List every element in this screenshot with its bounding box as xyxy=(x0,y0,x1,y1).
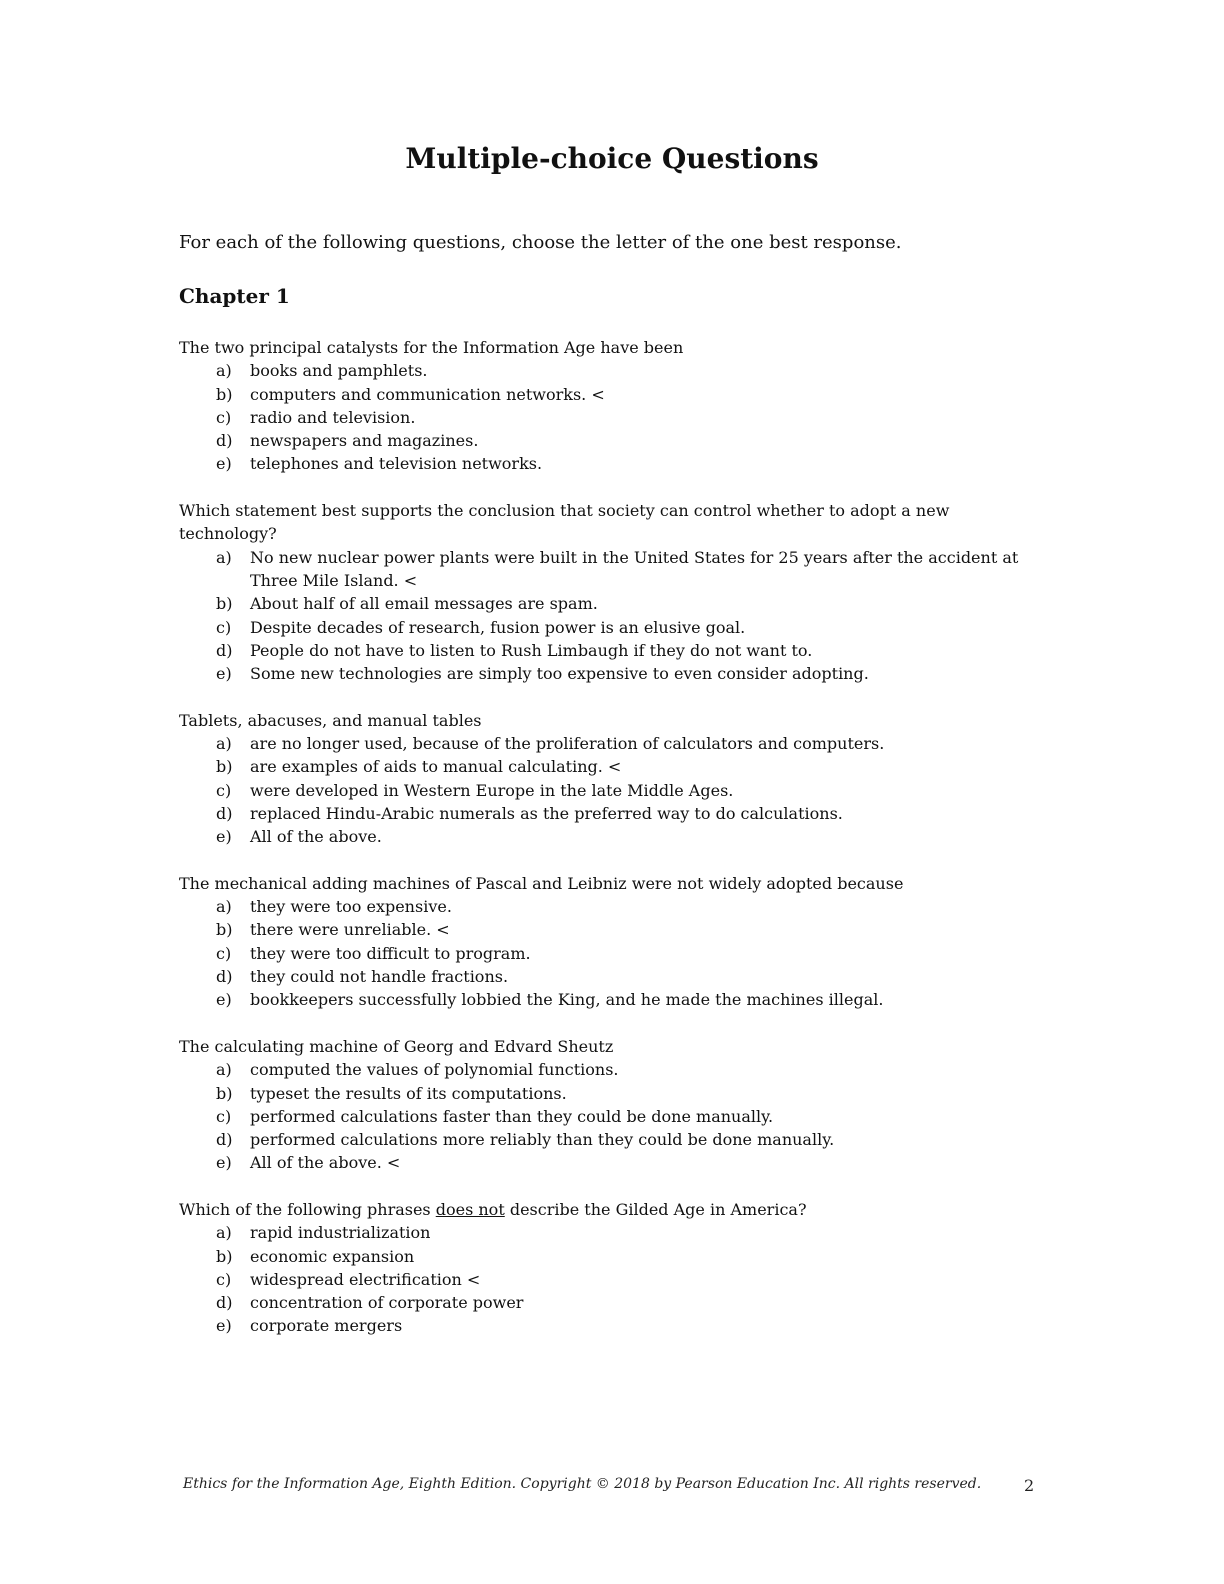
option xyxy=(179,359,1029,382)
question-list xyxy=(179,336,1029,1361)
option-letter: c) xyxy=(216,1269,232,1289)
option xyxy=(179,546,1029,593)
option-text: No new nuclear power plants were built in the United States for 25 years after the accident at Three Mile Island. < xyxy=(250,547,1019,590)
option-letter: e) xyxy=(216,1316,232,1336)
option-text: computers and communication networks. < xyxy=(250,384,605,404)
option xyxy=(179,1268,1029,1291)
option-letter: a) xyxy=(216,1223,232,1243)
option-text: they were too expensive. xyxy=(250,897,452,917)
option-letter: a) xyxy=(216,547,232,567)
option-letter: c) xyxy=(216,1106,232,1126)
option xyxy=(179,639,1029,662)
option xyxy=(179,429,1029,452)
footer-copyright: Ethics for the Information Age, Eighth Edition. Copyright © 2018 by Pearson Education Inc. All rights reserved. xyxy=(183,1476,982,1492)
option-letter: e) xyxy=(216,454,232,474)
option-text: are examples of aids to manual calculating. < xyxy=(250,757,622,777)
option-letter: b) xyxy=(216,920,233,940)
instructions: For each of the following questions, choose the letter of the one best response. xyxy=(179,232,902,253)
option-letter: b) xyxy=(216,757,233,777)
option-letter: a) xyxy=(216,361,232,381)
question xyxy=(179,1035,1029,1175)
option xyxy=(179,755,1029,778)
option-letter: e) xyxy=(216,664,232,684)
option xyxy=(179,662,1029,685)
option-letter: d) xyxy=(216,640,233,660)
option-letter: e) xyxy=(216,827,232,847)
option-text: radio and television. xyxy=(250,407,416,427)
option xyxy=(179,1221,1029,1244)
option-text: they were too difficult to program. xyxy=(250,943,531,963)
stem-underlined-text: does not xyxy=(435,1199,505,1219)
option-text: All of the above. < xyxy=(250,1153,401,1173)
option-letter: c) xyxy=(216,407,232,427)
option xyxy=(179,616,1029,639)
option-text: telephones and television networks. xyxy=(250,454,543,474)
option-letter: a) xyxy=(216,897,232,917)
option-text: economic expansion xyxy=(250,1246,415,1266)
option xyxy=(179,383,1029,406)
option-text: they could not handle fractions. xyxy=(250,967,509,987)
option-list xyxy=(179,1221,1029,1337)
option-text: replaced Hindu-Arabic numerals as the preferred way to do calculations. xyxy=(250,803,843,823)
option xyxy=(179,779,1029,802)
option xyxy=(179,1314,1029,1337)
option xyxy=(179,1082,1029,1105)
option-text: computed the values of polynomial functions. xyxy=(250,1060,619,1080)
option-letter: b) xyxy=(216,594,233,614)
option xyxy=(179,918,1029,941)
option-text: rapid industrialization xyxy=(250,1223,431,1243)
option-letter: c) xyxy=(216,617,232,637)
option-letter: d) xyxy=(216,431,233,451)
option-letter: d) xyxy=(216,803,233,823)
page-number: 2 xyxy=(1024,1476,1035,1495)
option-text: Despite decades of research, fusion power is an elusive goal. xyxy=(250,617,746,637)
option-text: performed calculations faster than they could be done manually. xyxy=(250,1106,774,1126)
option-text: About half of all email messages are spam. xyxy=(250,594,598,614)
option xyxy=(179,1151,1029,1174)
option xyxy=(179,1291,1029,1314)
option xyxy=(179,1128,1029,1151)
option xyxy=(179,732,1029,755)
option-text: newspapers and magazines. xyxy=(250,431,479,451)
option-letter: e) xyxy=(216,1153,232,1173)
option xyxy=(179,1105,1029,1128)
option xyxy=(179,592,1029,615)
question-stem: The calculating machine of Georg and Edvard Sheutz xyxy=(179,1036,614,1056)
option xyxy=(179,1058,1029,1081)
question xyxy=(179,872,1029,1012)
option-text: are no longer used, because of the proliferation of calculators and computers. xyxy=(250,734,885,754)
option-letter: d) xyxy=(216,1293,233,1313)
option-list xyxy=(179,546,1029,686)
option-text: bookkeepers successfully lobbied the King, and he made the machines illegal. xyxy=(250,990,884,1010)
option-text: there were unreliable. < xyxy=(250,920,450,940)
option-list xyxy=(179,895,1029,1011)
option-letter: b) xyxy=(216,384,233,404)
page-title: Multiple-choice Questions xyxy=(405,142,819,175)
question-stem: The mechanical adding machines of Pascal and Leibniz were not widely adopted because xyxy=(179,873,904,893)
option-letter: a) xyxy=(216,1060,232,1080)
option-letter: a) xyxy=(216,734,232,754)
option-letter: c) xyxy=(216,780,232,800)
option-list xyxy=(179,359,1029,475)
option xyxy=(179,942,1029,965)
option-text: All of the above. xyxy=(250,827,382,847)
option-text: concentration of corporate power xyxy=(250,1293,524,1313)
option-letter: e) xyxy=(216,990,232,1010)
option-letter: d) xyxy=(216,967,233,987)
question xyxy=(179,499,1029,685)
option-text: performed calculations more reliably than they could be done manually. xyxy=(250,1130,835,1150)
option xyxy=(179,825,1029,848)
option-text: widespread electrification < xyxy=(250,1269,481,1289)
stem-text: Which of the following phrases xyxy=(179,1199,436,1219)
option-list xyxy=(179,1058,1029,1174)
option xyxy=(179,988,1029,1011)
option xyxy=(179,895,1029,918)
option xyxy=(179,1245,1029,1268)
option-text: Some new technologies are simply too expensive to even consider adopting. xyxy=(250,664,869,684)
option-text: typeset the results of its computations. xyxy=(250,1083,567,1103)
option-text: were developed in Western Europe in the late Middle Ages. xyxy=(250,780,734,800)
option-letter: c) xyxy=(216,943,232,963)
option xyxy=(179,965,1029,988)
question xyxy=(179,709,1029,849)
question-stem: Tablets, abacuses, and manual tables xyxy=(179,710,482,730)
option-letter: b) xyxy=(216,1246,233,1266)
question xyxy=(179,336,1029,476)
question-stem xyxy=(179,1198,1029,1221)
option-text: corporate mergers xyxy=(250,1316,403,1336)
question-stem: Which statement best supports the conclusion that society can control whether to adopt a new technology? xyxy=(179,501,950,544)
option xyxy=(179,406,1029,429)
option-letter: d) xyxy=(216,1130,233,1150)
option-text: People do not have to listen to Rush Limbaugh if they do not want to. xyxy=(250,640,813,660)
chapter-heading: Chapter 1 xyxy=(179,284,290,308)
option xyxy=(179,802,1029,825)
stem-text: describe the Gilded Age in America? xyxy=(504,1199,807,1219)
option-text: books and pamphlets. xyxy=(250,361,428,381)
option-letter: b) xyxy=(216,1083,233,1103)
option xyxy=(179,452,1029,475)
question-stem: The two principal catalysts for the Information Age have been xyxy=(179,338,684,357)
question xyxy=(179,1198,1029,1338)
option-list xyxy=(179,732,1029,848)
